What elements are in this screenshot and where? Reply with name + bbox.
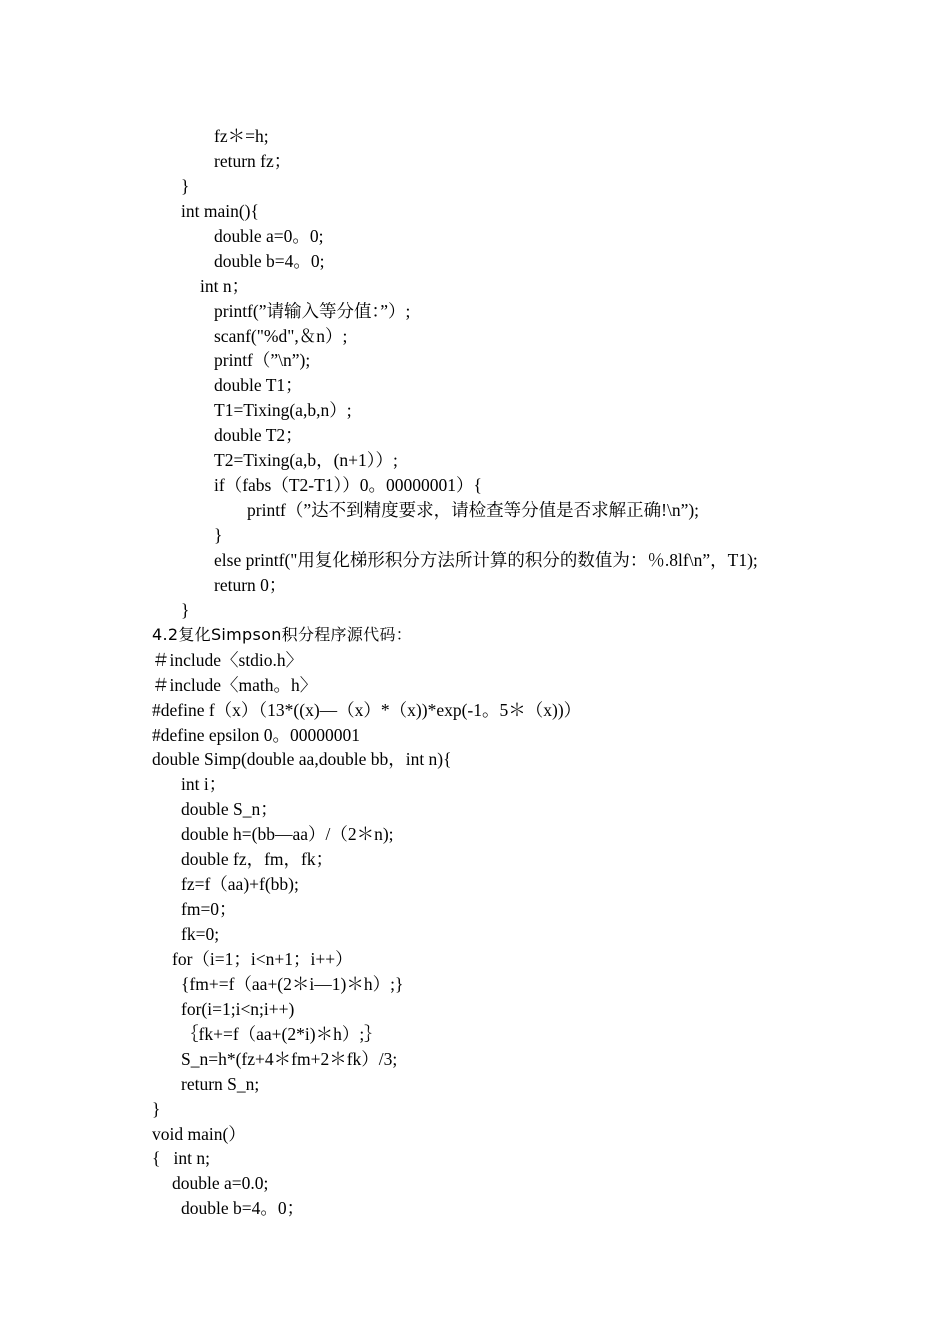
code-line: for(i=1;i<n;i++)	[181, 998, 295, 1019]
code-line: fz=f（aa)+f(bb);	[181, 874, 299, 895]
section-heading: 4.2复化Simpson积分程序源代码：	[152, 624, 413, 644]
code-line: return fz；	[214, 150, 292, 171]
code-line: double T2；	[214, 425, 303, 446]
code-line: printf（”达不到精度要求，请检查等分值是否求解正确!\n”);	[247, 500, 700, 521]
code-line: ＃include〈stdio.h〉	[152, 649, 304, 670]
code-line: printf（”\n”);	[214, 350, 311, 371]
source-code-block	[0, 124, 950, 1221]
code-line: int i；	[181, 774, 227, 795]
code-line: }	[181, 175, 190, 196]
code-line: T1=Tixing(a,b,n）;	[214, 400, 352, 421]
code-line: double a=0.0;	[172, 1173, 269, 1194]
code-line: return S_n;	[181, 1073, 260, 1094]
code-line: ｛fk+=f（aa+(2*i)＊h）;｝	[181, 1023, 382, 1044]
code-line: T2=Tixing(a,b，(n+1））;	[214, 450, 398, 471]
code-line: S_n=h*(fz+4＊fm+2＊fk）/3;	[181, 1048, 398, 1069]
code-line: fm=0；	[181, 899, 237, 920]
code-line: }	[181, 599, 190, 620]
code-line: return 0；	[214, 574, 287, 595]
code-line: void main(）	[152, 1123, 246, 1144]
code-line: else printf("用复化梯形积分方法所计算的积分的数值为：％.8lf\n”，T1);	[214, 549, 758, 570]
code-line: #define f（x）（13*((x)—（x）*（x))*exp(-1。5＊（x))）	[152, 699, 582, 720]
code-line: }	[152, 1098, 161, 1119]
code-line: double S_n；	[181, 799, 278, 820]
code-line: ＃include〈math。h〉	[152, 674, 318, 695]
code-line: {fm+=f（aa+(2＊i—1)＊h）;}	[181, 973, 404, 994]
code-line: if（fabs（T2-T1））0。00000001）{	[214, 475, 482, 496]
code-line: double h=(bb—aa）/（2＊n);	[181, 824, 394, 845]
code-line: double fz，fm，fk；	[181, 849, 334, 870]
code-line: fk=0;	[181, 924, 220, 944]
code-line: double b=4。0;	[214, 250, 325, 271]
code-line: double T1；	[214, 375, 303, 396]
code-line: double a=0。0;	[214, 225, 324, 246]
code-line: double Simp(double aa,double bb，int n){	[152, 749, 452, 770]
code-line: fz＊=h;	[214, 126, 269, 146]
code-line: scanf("%d",＆n）;	[214, 325, 348, 346]
code-line: printf(”请输入等分值：”）;	[214, 300, 411, 321]
code-line: for（i=1；i<n+1；i++）	[172, 948, 353, 969]
code-line: double b=4。0；	[181, 1198, 305, 1219]
code-line: { int n;	[152, 1148, 210, 1169]
code-line: #define epsilon 0。00000001	[152, 724, 361, 745]
code-line: }	[214, 525, 223, 545]
code-line: int main(){	[181, 200, 259, 221]
code-line: int n；	[200, 275, 250, 296]
